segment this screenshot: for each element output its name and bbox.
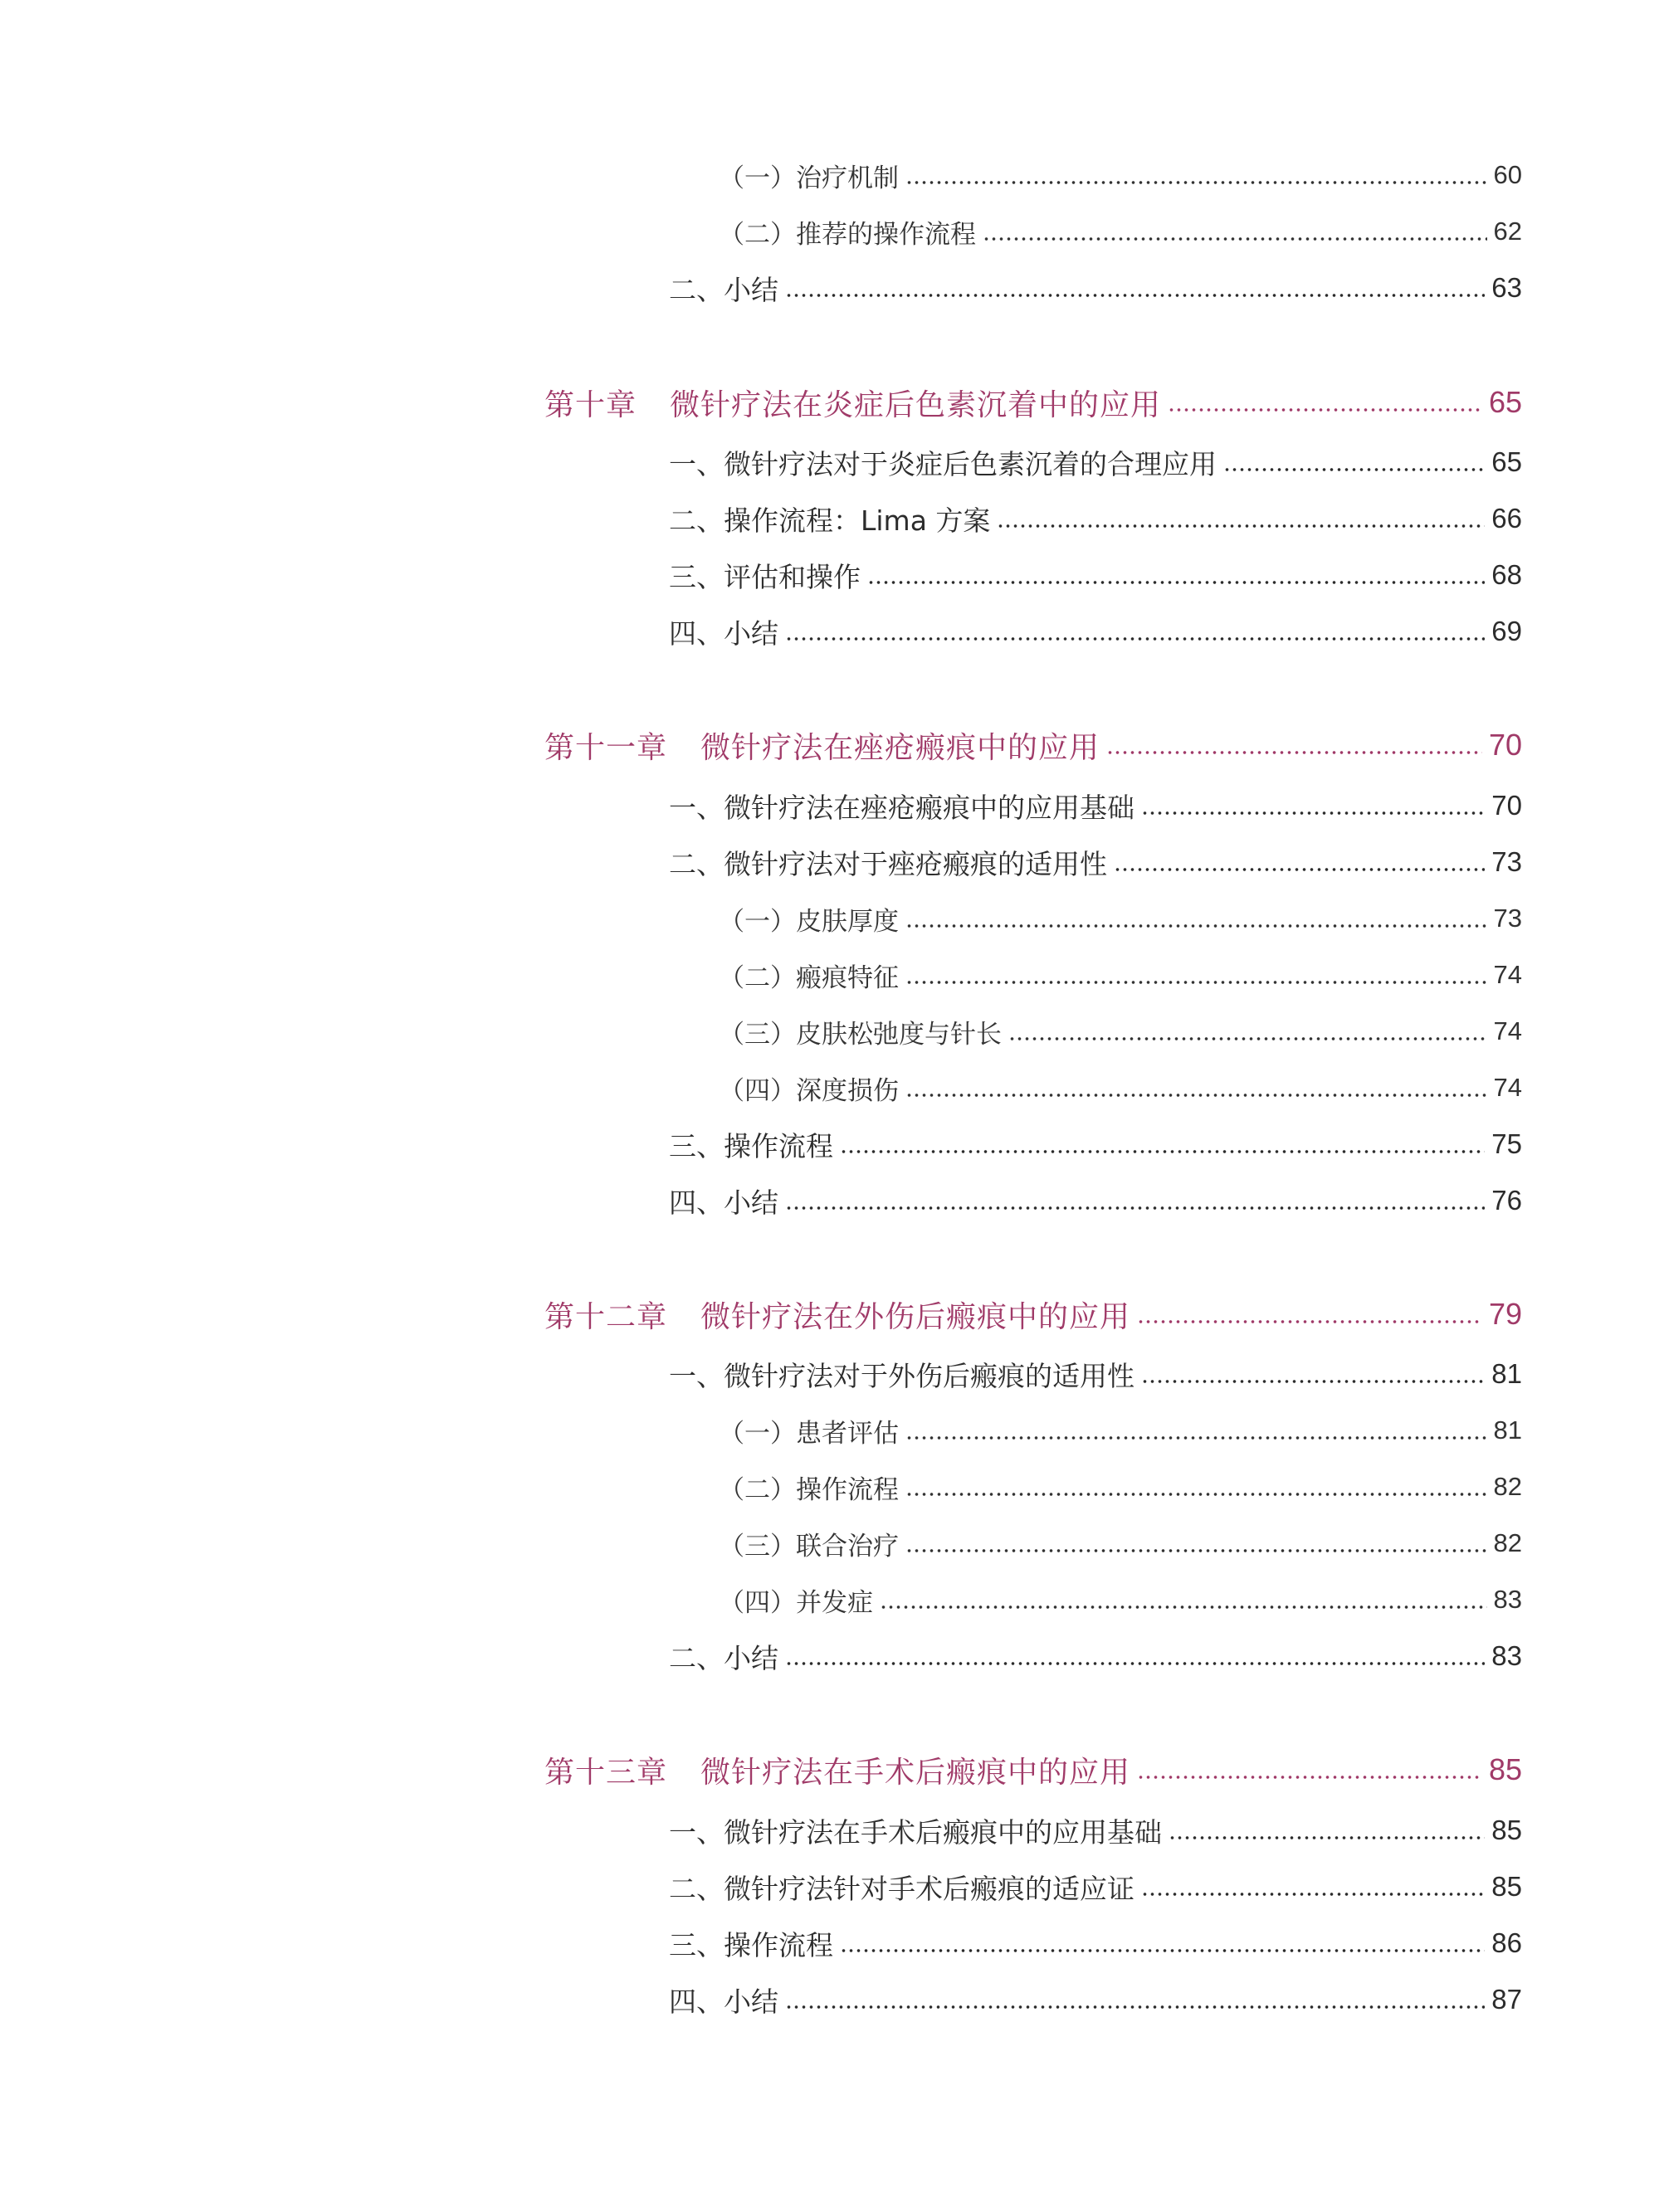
- toc-entry-title: （二）推荐的操作流程: [719, 219, 976, 250]
- toc-entry-title: 三、评估和操作: [669, 560, 861, 593]
- toc-chapter-entry[interactable]: [544, 1749, 1522, 1791]
- dot-leader: [1141, 811, 1485, 816]
- dot-leader: [1137, 1775, 1482, 1780]
- toc-entry[interactable]: [669, 611, 1522, 652]
- toc-entry-title: （四）并发症: [719, 1587, 873, 1618]
- toc-entry[interactable]: [719, 211, 1522, 252]
- dot-leader: [880, 1605, 1487, 1610]
- toc-entry-title: 二、微针疗法对于痤疮瘢痕的适用性: [669, 847, 1107, 880]
- toc-entry-title: （一）治疗机制: [719, 163, 899, 193]
- toc-entry[interactable]: [669, 1922, 1522, 1964]
- dot-leader: [1169, 1835, 1485, 1840]
- toc-entry-title: （三）联合治疗: [719, 1531, 899, 1562]
- chapter-number: 第十三章: [544, 1755, 668, 1790]
- toc-chapter-entry[interactable]: [544, 1294, 1522, 1335]
- toc-entry-title: 三、操作流程: [669, 1129, 833, 1162]
- toc-entry[interactable]: [719, 1579, 1522, 1620]
- toc-entry[interactable]: [719, 1011, 1522, 1052]
- page-number: 73: [1491, 846, 1522, 877]
- toc-entry[interactable]: [719, 954, 1522, 996]
- toc-entry-title: （一）皮肤厚度: [719, 906, 899, 937]
- dot-leader: [1168, 407, 1482, 412]
- page-number: 65: [1491, 446, 1522, 477]
- page-number: 85: [1491, 1871, 1522, 1902]
- toc-entry[interactable]: [719, 154, 1522, 196]
- toc-entry-title: 二、小结: [669, 1641, 778, 1674]
- chapter-title: 微针疗法在痤疮瘢痕中的应用: [700, 730, 1100, 765]
- toc-entry-title: （一）患者评估: [719, 1418, 899, 1449]
- toc-entry-title: 四、小结: [669, 1985, 778, 2018]
- page-number: 83: [1493, 1585, 1522, 1614]
- chapter-title: 微针疗法在外伤后瘢痕中的应用: [700, 1299, 1131, 1334]
- page-number: 74: [1493, 1073, 1522, 1102]
- toc-entry-title: [544, 382, 1168, 424]
- page-number: 69: [1491, 616, 1522, 646]
- dot-leader: [1223, 467, 1485, 472]
- dot-leader: [1137, 1319, 1482, 1324]
- chapter-number: 第十一章: [544, 730, 668, 765]
- dot-leader: [785, 1661, 1485, 1666]
- toc-entry-title: 四、小结: [669, 616, 778, 650]
- dot-leader: [1141, 1379, 1485, 1384]
- chapter-number: 第十二章: [544, 1299, 668, 1334]
- toc-entry-title: [544, 724, 1106, 767]
- toc-entry-title: [544, 1294, 1137, 1336]
- toc-entry[interactable]: [719, 1067, 1522, 1108]
- toc-entry-title: 一、微针疗法对于外伤后瘢痕的适用性: [669, 1359, 1134, 1392]
- page-number: 86: [1491, 1927, 1522, 1958]
- dot-leader: [905, 1093, 1487, 1098]
- dot-leader: [1008, 1036, 1487, 1041]
- page-number: 62: [1493, 217, 1522, 246]
- dot-leader: [905, 1548, 1487, 1553]
- toc-entry[interactable]: [669, 841, 1522, 883]
- dot-leader: [840, 1948, 1485, 1953]
- dot-leader: [785, 1206, 1485, 1211]
- toc-entry[interactable]: [669, 441, 1522, 483]
- page-number: 65: [1488, 385, 1522, 419]
- toc-entry[interactable]: [669, 1979, 1522, 2020]
- page-number: 70: [1491, 790, 1522, 821]
- page-number: 74: [1493, 1016, 1522, 1045]
- toc-entry[interactable]: [669, 785, 1522, 826]
- dot-leader: [785, 293, 1485, 298]
- toc-entry-title: 四、小结: [669, 1186, 778, 1219]
- toc-entry[interactable]: [719, 1410, 1522, 1451]
- toc-entry[interactable]: [669, 1123, 1522, 1165]
- page-number: 74: [1493, 960, 1522, 989]
- page-number: 82: [1493, 1472, 1522, 1501]
- dot-leader: [1114, 867, 1485, 872]
- toc-entry-title: （二）操作流程: [719, 1474, 899, 1505]
- page-number: 60: [1493, 160, 1522, 189]
- toc-entry-title: 三、操作流程: [669, 1928, 833, 1961]
- page-number: 73: [1493, 904, 1522, 933]
- toc-entry[interactable]: [669, 1180, 1522, 1221]
- dot-leader: [867, 580, 1485, 585]
- page-number: 87: [1491, 1984, 1522, 2015]
- toc-entry-title: 二、操作流程：Lima 方案: [669, 504, 991, 537]
- page-number: 76: [1491, 1185, 1522, 1216]
- page-number: 83: [1491, 1640, 1522, 1671]
- chapter-title: 微针疗法在炎症后色素沉着中的应用: [670, 387, 1162, 422]
- page-number: 66: [1491, 503, 1522, 534]
- toc-entry[interactable]: [669, 1353, 1522, 1395]
- page-number: 68: [1491, 559, 1522, 590]
- toc-entry-title: 一、微针疗法在痤疮瘢痕中的应用基础: [669, 791, 1134, 824]
- dot-leader: [1106, 750, 1482, 755]
- page-number: 82: [1493, 1528, 1522, 1557]
- page-number: 63: [1491, 272, 1522, 303]
- toc-chapter-entry[interactable]: [544, 724, 1522, 766]
- dot-leader: [785, 2005, 1485, 2010]
- dot-leader: [983, 236, 1487, 241]
- toc-entry-title: （二）瘢痕特征: [719, 962, 899, 993]
- toc-entry[interactable]: [669, 267, 1522, 309]
- toc-entry[interactable]: [719, 898, 1522, 939]
- dot-leader: [905, 1492, 1487, 1497]
- page-number: 81: [1493, 1415, 1522, 1445]
- dot-leader: [905, 980, 1487, 985]
- dot-leader: [785, 636, 1485, 641]
- page-number: 85: [1488, 1752, 1522, 1786]
- page-number: 75: [1491, 1128, 1522, 1159]
- dot-leader: [1141, 1892, 1485, 1897]
- page-number: 79: [1488, 1297, 1522, 1331]
- toc-entry-title: 一、微针疗法在手术后瘢痕中的应用基础: [669, 1815, 1162, 1849]
- page-number: 70: [1488, 728, 1522, 762]
- toc-entry[interactable]: [669, 554, 1522, 596]
- toc-entry[interactable]: [719, 1523, 1522, 1564]
- toc-entry-title: 二、小结: [669, 273, 778, 306]
- chapter-number: 第十章: [544, 387, 637, 422]
- toc-entry-title: 二、微针疗法针对手术后瘢痕的适应证: [669, 1872, 1134, 1905]
- toc-entry[interactable]: [669, 1635, 1522, 1677]
- toc-entry[interactable]: [719, 1466, 1522, 1508]
- toc-entry-title: （四）深度损伤: [719, 1075, 899, 1106]
- dot-leader: [905, 180, 1487, 185]
- chapter-title: 微针疗法在手术后瘢痕中的应用: [700, 1755, 1131, 1790]
- dot-leader: [840, 1149, 1485, 1154]
- toc-entry[interactable]: [669, 1866, 1522, 1907]
- dot-leader: [905, 1435, 1487, 1440]
- toc-entry-title: （三）皮肤松弛度与针长: [719, 1019, 1002, 1050]
- page-number: 85: [1491, 1815, 1522, 1845]
- page-number: 81: [1491, 1358, 1522, 1389]
- toc-entry-title: [544, 1749, 1137, 1791]
- toc-chapter-entry[interactable]: [544, 382, 1522, 423]
- toc-entry[interactable]: [669, 498, 1522, 539]
- dot-leader: [997, 524, 1485, 529]
- toc-entry[interactable]: [669, 1810, 1522, 1851]
- toc-entry-title: 一、微针疗法对于炎症后色素沉着的合理应用: [669, 447, 1217, 480]
- dot-leader: [905, 923, 1487, 928]
